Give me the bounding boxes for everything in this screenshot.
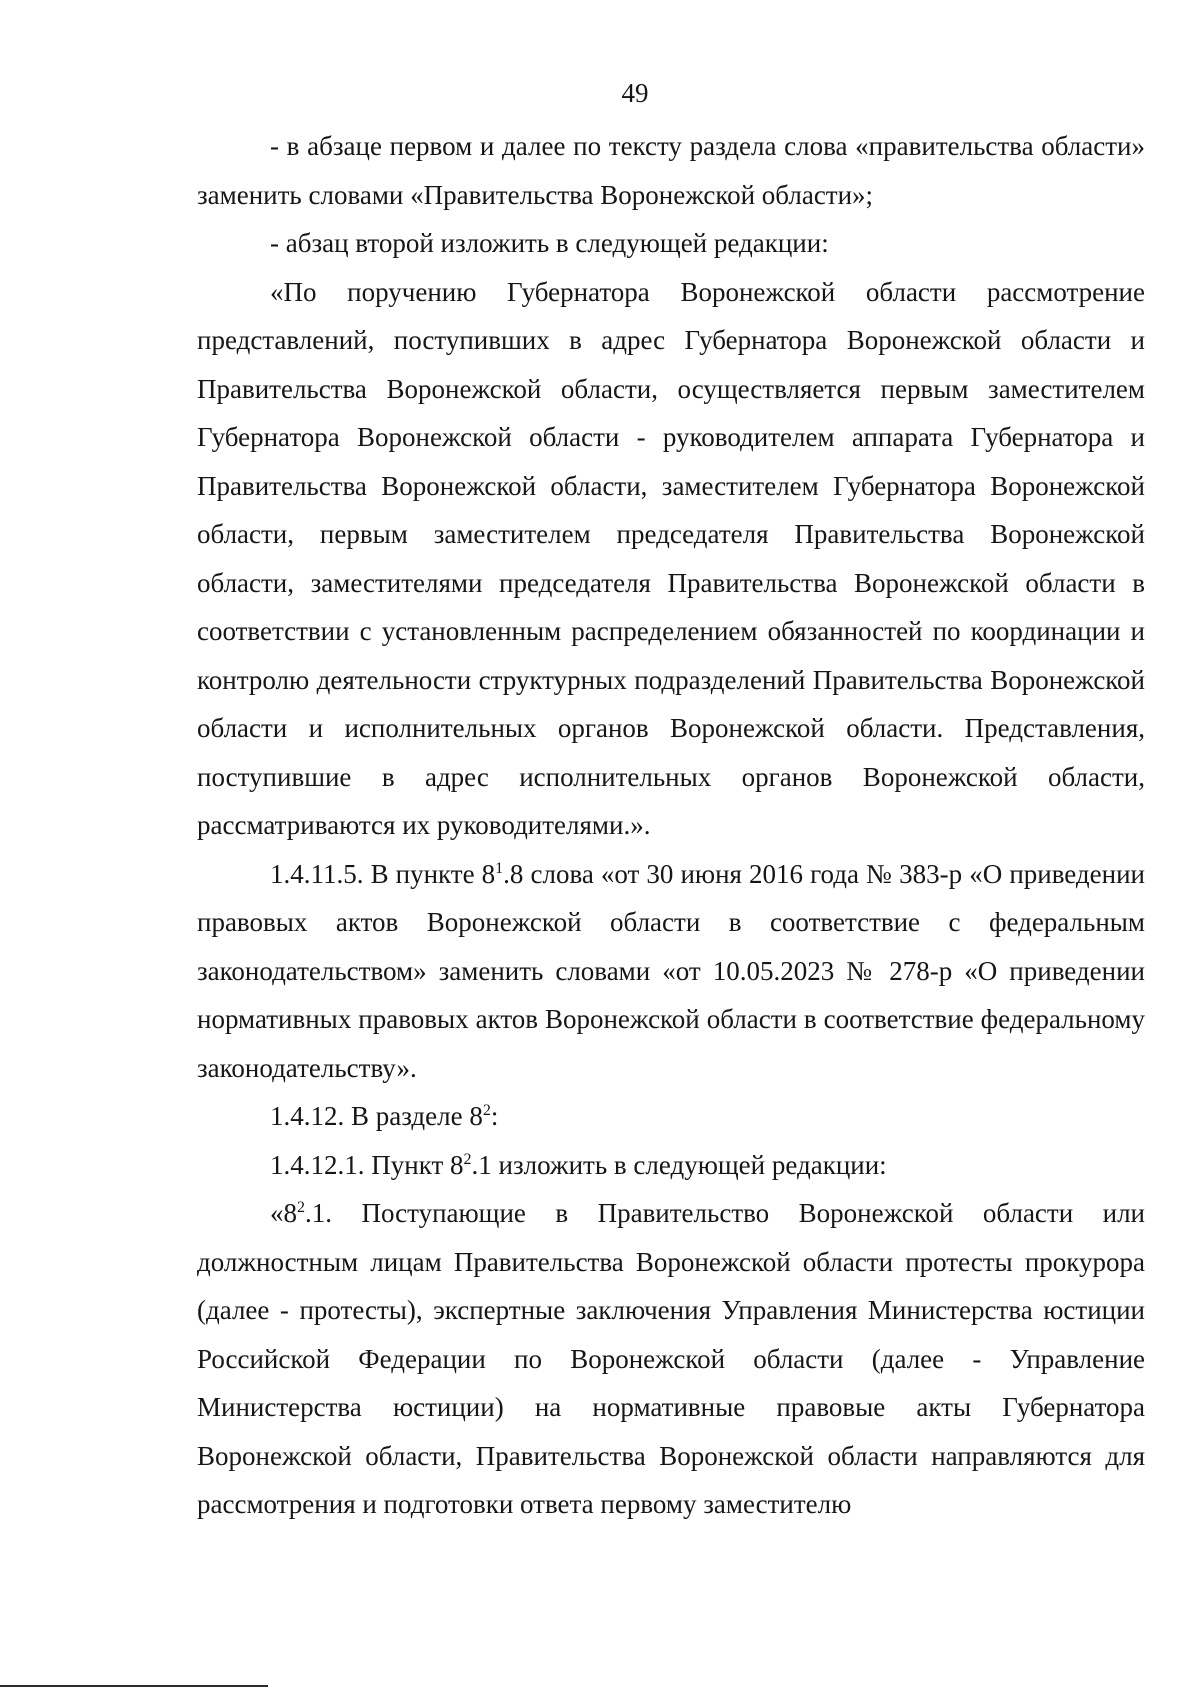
page-number: 49 <box>621 78 649 108</box>
superscript-index: 2 <box>463 1150 472 1168</box>
document-body <box>197 122 1145 1529</box>
paragraph-1-4-12 <box>197 1092 1145 1141</box>
paragraph-8-2-1-post: .1. Поступающие в Правительство Воронежской области или должностным лицам Правительства Воронежской области протесты прокурора (далее - протесты), экспертные заключения Управления Министерства юстиции Российской Федерации по Воронежской области (далее - Управление Министерства юстиции) на нормативные правовые акты Губернатора Воронежской области, Правительства Воронежской области направляются для рассмотрения и подготовки ответа первому заместителю <box>197 1198 1145 1519</box>
superscript-index: 2 <box>482 1102 491 1119</box>
superscript-index: 1 <box>495 859 504 877</box>
paragraph-1-4-12-1-post: .1 изложить в следующей редакции: <box>471 1149 887 1180</box>
paragraph-quoted-amendment: «По поручению Губернатора Воронежской области рассмотрение представлений, поступивших в адрес Губернатора Воронежской области и Правительства Воронежской области, осуществляется первым заместителем Губернатора Воронежской области - руководителем аппарата Губернатора и Правительства Воронежской области, заместителем Губернатора Воронежской области, первым заместителем председателя Правительства Воронежской области, заместителями председателя Правительства Воронежской области в соответствии с установленным распределением обязанностей по координации и контролю деятельности структурных подразделений Правительства Воронежской области и исполнительных органов Воронежской области. Представления, поступившие в адрес исполнительных органов Воронежской области, рассматриваются их руководителями.». <box>197 276 1145 840</box>
paragraph-replace-words: - в абзаце первом и далее по тексту раздела слова «правительства области» заменить словами «Правительства Воронежской области»; <box>197 131 1145 210</box>
paragraph-8-2-1-pre: «8 <box>270 1198 297 1228</box>
paragraph-1-4-12-1 <box>197 1141 1145 1190</box>
paragraph-1-4-11-5 <box>197 850 1145 1093</box>
paragraph-1-4-12-1-pre: 1.4.12.1. Пункт 8 <box>270 1149 464 1180</box>
superscript-index: 2 <box>297 1199 305 1216</box>
paragraph-1-4-12-post: : <box>490 1101 499 1131</box>
paragraph-8-2-1 <box>197 1189 1145 1529</box>
paragraph-1-4-12-pre: 1.4.12. В разделе 8 <box>270 1101 483 1131</box>
paragraph-1-4-11-5-post: .8 слова «от 30 июня 2016 года № 383-р «О приведении правовых актов Воронежской области в соответствие с федеральным законодательством» заменить словами «от 10.05.2023 № 278-р «О приведении нормативных правовых актов Воронежской области в соответствие федеральному законодательству». <box>197 858 1146 1083</box>
paragraph-second-abzac: - абзац второй изложить в следующей редакции: <box>270 228 829 258</box>
paragraph-1-4-11-5-pre: 1.4.11.5. В пункте 8 <box>270 858 496 889</box>
footnote-separator-line <box>0 1685 268 1687</box>
